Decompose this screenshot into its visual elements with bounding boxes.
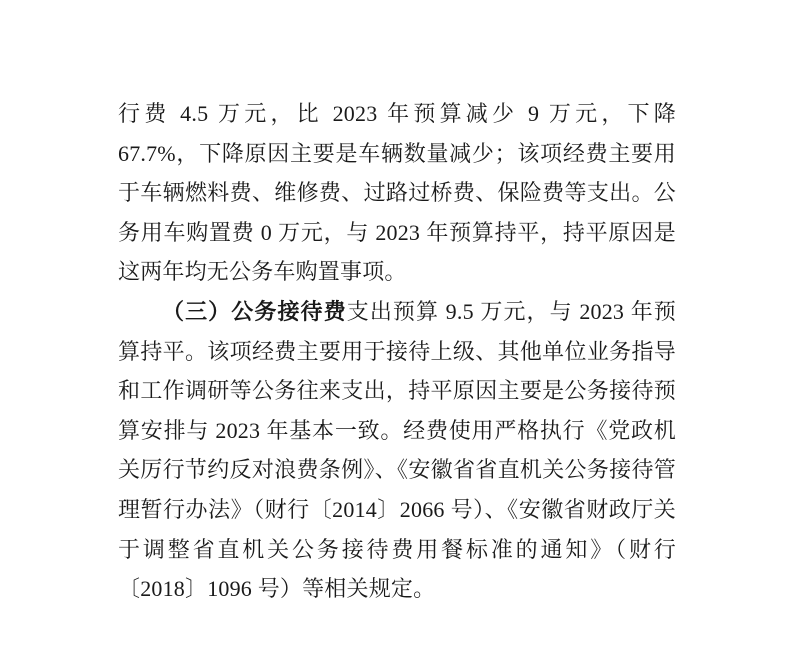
bold-text-run: （三）公务接待费 — [162, 298, 347, 324]
paragraph-official-reception — [118, 292, 676, 609]
text-run: 支出预算 9.5 万元，与 2023 年预算持平。该项经费主要用于接待上级、其他单位业务指导和工作调研等公务往来支出，持平原因主要是公务接待预算安排与 2023 年基本一致。经费使用严格执行《党政机关厉行节约反对浪费条例》、《安徽省省直机关公务接待管理暂行办法》（财行〔2014〕2066 号）、《安徽省财政厅关于调整省直机关公务接待费用餐标准的通知》（财行〔2018〕1096 号）等相关规定。 — [118, 298, 677, 602]
body-text — [118, 94, 676, 609]
text-run: 行费 4.5 万元，比 2023 年预算减少 9 万元，下降 67.7%，下降原因主要是车辆数量减少；该项经费主要用于车辆燃料费、维修费、过路过桥费、保险费等支出。公务用车购置费 0 万元，与 2023 年预算持平，持平原因是这两年均无公务车购置事项。 — [118, 101, 676, 285]
paragraph-vehicle-operation — [118, 94, 676, 292]
